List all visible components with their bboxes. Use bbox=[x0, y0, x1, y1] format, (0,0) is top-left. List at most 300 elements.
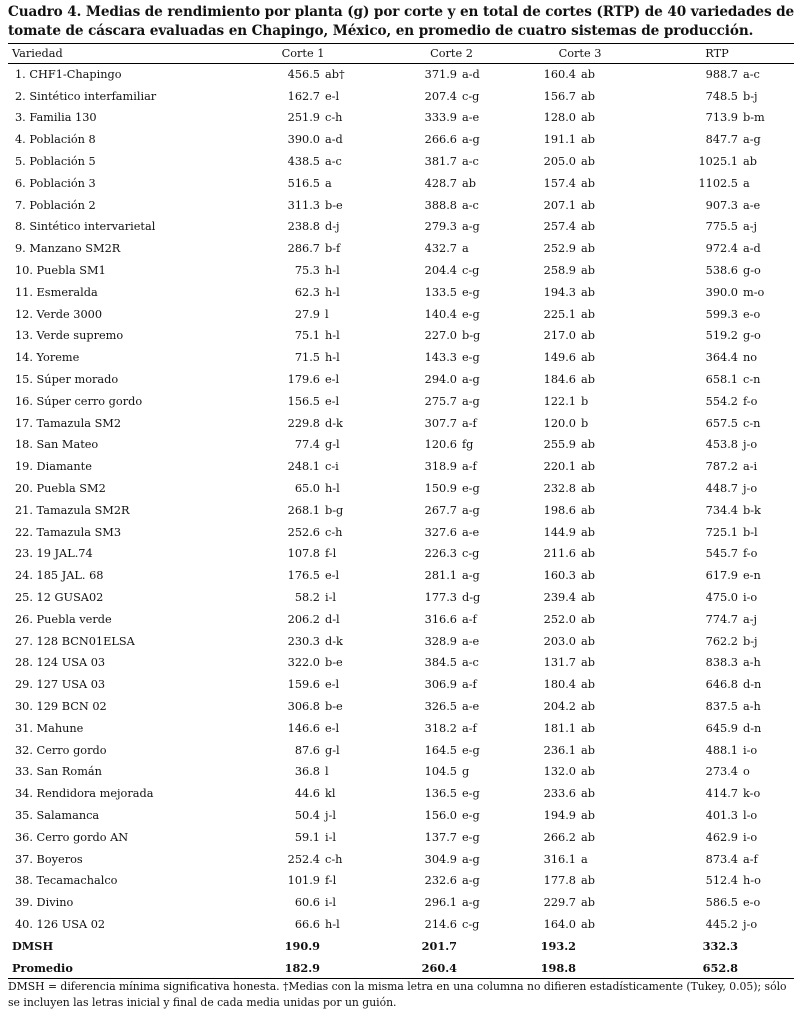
tukey-letters: i-o bbox=[743, 743, 758, 757]
tukey-letters: a-d bbox=[743, 242, 761, 256]
mean-value: 787.2 bbox=[705, 460, 738, 474]
mean-value: 101.9 bbox=[287, 874, 320, 888]
tukey-letters: h-l bbox=[325, 264, 340, 278]
mean-value: 1025.1 bbox=[698, 155, 738, 169]
table-row bbox=[8, 696, 794, 718]
table-row bbox=[8, 281, 794, 303]
tukey-letters: a-d bbox=[462, 68, 480, 82]
tukey-letters: g-l bbox=[325, 438, 340, 452]
mean-value: 646.8 bbox=[705, 678, 738, 692]
mean-value: 214.6 bbox=[424, 917, 457, 931]
table-row bbox=[8, 914, 794, 936]
table-row bbox=[8, 303, 794, 325]
mean-value: 156.0 bbox=[424, 808, 457, 822]
tukey-letters: a-c bbox=[462, 155, 479, 169]
tukey-letters: b-f bbox=[325, 242, 341, 256]
tukey-letters: b bbox=[581, 394, 589, 408]
tukey-letters: c-n bbox=[743, 416, 761, 430]
mean-value: 128.0 bbox=[543, 111, 576, 125]
tukey-letters: g-o bbox=[743, 264, 761, 278]
mean-value: 281.1 bbox=[424, 569, 457, 583]
mean-value: 322.0 bbox=[287, 656, 320, 670]
tukey-letters: a-h bbox=[743, 656, 761, 670]
mean-value: 448.7 bbox=[705, 482, 738, 496]
tukey-letters: d-n bbox=[743, 721, 762, 735]
mean-value: 267.7 bbox=[424, 503, 457, 517]
tukey-letters: a-h bbox=[743, 700, 761, 713]
table-row bbox=[8, 761, 794, 783]
tukey-letters: ab bbox=[581, 743, 595, 757]
tukey-letters: e-g bbox=[462, 787, 480, 801]
variety-name: 33. San Román bbox=[15, 765, 102, 779]
mean-value: 252.6 bbox=[287, 525, 320, 539]
tukey-letters: a-g bbox=[462, 394, 480, 408]
mean-value: 75.1 bbox=[294, 329, 320, 343]
variety-name: 28. 124 USA 03 bbox=[15, 656, 106, 670]
mean-value: 77.4 bbox=[294, 438, 320, 452]
mean-value: 71.5 bbox=[294, 351, 320, 365]
mean-value: 232.8 bbox=[543, 482, 576, 496]
tukey-letters: b-l bbox=[743, 525, 758, 539]
variety-name: 1. CHF1-Chapingo bbox=[15, 68, 122, 82]
tukey-letters: g-o bbox=[743, 329, 761, 343]
tukey-letters: j-o bbox=[743, 438, 758, 452]
tukey-letters: d-g bbox=[462, 591, 481, 605]
tukey-letters: ab bbox=[581, 612, 595, 626]
mean-value: 191.1 bbox=[543, 133, 576, 147]
tukey-letters: a bbox=[325, 176, 332, 190]
variety-name: 7. Población 2 bbox=[15, 198, 96, 212]
tukey-letters: b-j bbox=[743, 634, 758, 648]
table-row bbox=[8, 805, 794, 827]
tukey-letters: a-e bbox=[462, 525, 480, 539]
variety-name: 37. Boyeros bbox=[15, 852, 83, 866]
tukey-letters: ab bbox=[581, 830, 595, 844]
mean-value: 206.2 bbox=[287, 612, 320, 626]
variety-name: 25. 12 GUSA02 bbox=[15, 591, 104, 605]
mean-value: 159.6 bbox=[287, 678, 320, 692]
mean-value: 132.0 bbox=[543, 765, 576, 779]
variety-name: 2. Sintético interfamiliar bbox=[15, 89, 157, 103]
tukey-letters: a-f bbox=[462, 460, 477, 474]
table-row bbox=[8, 412, 794, 434]
yield-table bbox=[8, 43, 794, 979]
mean-value: 837.5 bbox=[705, 700, 738, 713]
tukey-letters: ab bbox=[581, 285, 595, 299]
mean-value: 251.9 bbox=[287, 111, 320, 125]
mean-value: 203.0 bbox=[543, 634, 576, 648]
tukey-letters: a-g bbox=[462, 569, 480, 583]
variety-name: 16. Súper cerro gordo bbox=[15, 394, 143, 408]
table-row bbox=[8, 717, 794, 739]
table-row bbox=[8, 64, 794, 86]
tukey-letters: c-h bbox=[325, 852, 343, 866]
mean-value: 318.2 bbox=[424, 721, 457, 735]
summary-value: 332.3 bbox=[702, 939, 738, 954]
tukey-letters: j-l bbox=[325, 808, 336, 822]
mean-value: 131.7 bbox=[543, 656, 576, 670]
mean-value: 198.6 bbox=[543, 503, 576, 517]
tukey-letters: b-m bbox=[743, 111, 765, 125]
mean-value: 133.5 bbox=[424, 285, 457, 299]
col-header-variedad: Variedad bbox=[8, 44, 223, 64]
tukey-letters: a-g bbox=[462, 133, 480, 147]
table-row bbox=[8, 369, 794, 391]
mean-value: 658.1 bbox=[705, 373, 738, 387]
tukey-letters: ab bbox=[743, 155, 757, 169]
table-row bbox=[8, 521, 794, 543]
tukey-letters: ab bbox=[581, 307, 595, 321]
tukey-letters: e-o bbox=[743, 896, 761, 910]
tukey-letters: ab bbox=[462, 176, 476, 190]
mean-value: 205.0 bbox=[543, 155, 576, 169]
mean-value: 104.5 bbox=[424, 765, 457, 779]
tukey-letters: d-n bbox=[743, 678, 762, 692]
mean-value: 275.7 bbox=[424, 394, 457, 408]
tukey-letters: ab bbox=[581, 765, 595, 779]
tukey-letters: ab bbox=[581, 525, 595, 539]
variety-name: 5. Población 5 bbox=[15, 155, 96, 169]
mean-value: 233.6 bbox=[543, 787, 576, 801]
mean-value: 304.9 bbox=[424, 852, 457, 866]
table-row bbox=[8, 652, 794, 674]
mean-value: 438.5 bbox=[287, 155, 320, 169]
mean-value: 306.8 bbox=[287, 700, 320, 713]
table-row bbox=[8, 347, 794, 369]
tukey-letters: a bbox=[581, 852, 588, 866]
summary-value: 193.2 bbox=[540, 939, 576, 954]
variety-name: 24. 185 JAL. 68 bbox=[15, 569, 104, 583]
mean-value: 62.3 bbox=[294, 285, 320, 299]
mean-value: 36.8 bbox=[294, 765, 320, 779]
table-row bbox=[8, 608, 794, 630]
mean-value: 475.0 bbox=[705, 591, 738, 605]
mean-value: 248.1 bbox=[287, 460, 320, 474]
tukey-letters: b-g bbox=[325, 503, 344, 517]
mean-value: 388.8 bbox=[424, 198, 457, 212]
mean-value: 318.9 bbox=[424, 460, 457, 474]
tukey-letters: b-e bbox=[325, 198, 343, 212]
variety-name: 40. 126 USA 02 bbox=[15, 917, 106, 931]
mean-value: 120.0 bbox=[543, 416, 576, 430]
mean-value: 273.4 bbox=[705, 765, 738, 779]
mean-value: 50.4 bbox=[294, 808, 320, 822]
mean-value: 164.0 bbox=[543, 917, 576, 931]
tukey-letters: e-g bbox=[462, 285, 480, 299]
variety-name: 22. Tamazula SM3 bbox=[15, 525, 122, 539]
tukey-letters: g bbox=[462, 765, 470, 779]
table-row bbox=[8, 826, 794, 848]
variety-name: 13. Verde supremo bbox=[15, 329, 124, 343]
tukey-letters: i-o bbox=[743, 591, 758, 605]
mean-value: 238.8 bbox=[287, 220, 320, 234]
mean-value: 432.7 bbox=[424, 242, 457, 256]
tukey-letters: ab bbox=[581, 634, 595, 648]
mean-value: 725.1 bbox=[705, 525, 738, 539]
mean-value: 204.4 bbox=[424, 264, 457, 278]
mean-value: 734.4 bbox=[705, 503, 738, 517]
tukey-letters: c-g bbox=[462, 89, 480, 103]
tukey-letters: b-g bbox=[462, 329, 481, 343]
tukey-letters: e-g bbox=[462, 808, 480, 822]
tukey-letters: a-f bbox=[743, 852, 758, 866]
mean-value: 179.6 bbox=[287, 373, 320, 387]
tukey-letters: c-h bbox=[325, 111, 343, 125]
table-footnote: DMSH = diferencia mínima significativa honesta. †Medias con la misma letra en una columna no difieren estadísticamente (Tukey, 0.05); sólo se incluyen las letras inicial y final de cada media unidas por un guión. bbox=[8, 980, 787, 1009]
table-row bbox=[8, 587, 794, 609]
mean-value: 286.7 bbox=[287, 242, 320, 256]
mean-value: 266.2 bbox=[543, 830, 576, 844]
mean-value: 775.5 bbox=[705, 220, 738, 234]
mean-value: 60.6 bbox=[294, 896, 320, 910]
tukey-letters: e-l bbox=[325, 721, 340, 735]
mean-value: 748.5 bbox=[705, 89, 738, 103]
variety-name: 14. Yoreme bbox=[15, 351, 80, 365]
mean-value: 554.2 bbox=[705, 394, 738, 408]
table-row bbox=[8, 151, 794, 173]
mean-value: 333.9 bbox=[424, 111, 457, 125]
table-row bbox=[8, 870, 794, 892]
mean-value: 160.3 bbox=[543, 569, 576, 583]
tukey-letters: a-d bbox=[325, 133, 343, 147]
col-header-rtp: RTP bbox=[640, 44, 794, 64]
tukey-letters: no bbox=[743, 351, 758, 365]
mean-value: 456.5 bbox=[287, 68, 320, 82]
mean-value: 538.6 bbox=[705, 264, 738, 278]
variety-name: 32. Cerro gordo bbox=[15, 743, 107, 757]
tukey-letters: h-l bbox=[325, 329, 340, 343]
mean-value: 1102.5 bbox=[698, 176, 738, 190]
summary-value: 652.8 bbox=[702, 960, 738, 975]
tukey-letters: a-i bbox=[743, 460, 758, 474]
mean-value: 227.0 bbox=[424, 329, 457, 343]
table-row bbox=[8, 129, 794, 151]
mean-value: 401.3 bbox=[705, 808, 738, 822]
tukey-letters: c-g bbox=[462, 547, 480, 561]
variety-name: 26. Puebla verde bbox=[15, 612, 112, 626]
mean-value: 328.9 bbox=[424, 634, 457, 648]
mean-value: 156.5 bbox=[287, 394, 320, 408]
mean-value: 713.9 bbox=[705, 111, 738, 125]
variety-name: 31. Mahune bbox=[15, 721, 84, 735]
mean-value: 296.1 bbox=[424, 896, 457, 910]
variety-name: 11. Esmeralda bbox=[15, 285, 98, 299]
tukey-letters: b bbox=[581, 416, 589, 430]
col-header-corte3: Corte 3 bbox=[520, 44, 640, 64]
tukey-letters: d-j bbox=[325, 220, 340, 234]
mean-value: 414.7 bbox=[705, 787, 738, 801]
tukey-letters: h-l bbox=[325, 482, 340, 496]
tukey-letters: c-h bbox=[325, 525, 343, 539]
mean-value: 66.6 bbox=[294, 917, 320, 931]
summary-value: 198.8 bbox=[540, 960, 576, 975]
tukey-letters: l-o bbox=[743, 808, 758, 822]
mean-value: 146.6 bbox=[287, 721, 320, 735]
mean-value: 239.4 bbox=[543, 591, 576, 605]
table-row bbox=[8, 739, 794, 761]
table-row bbox=[8, 325, 794, 347]
variety-name: 9. Manzano SM2R bbox=[15, 242, 121, 256]
tukey-letters: i-l bbox=[325, 896, 337, 910]
variety-name: 38. Tecamachalco bbox=[15, 874, 118, 888]
mean-value: 307.7 bbox=[424, 416, 457, 430]
mean-value: 226.3 bbox=[424, 547, 457, 561]
mean-value: 122.1 bbox=[543, 394, 576, 408]
table-row bbox=[8, 456, 794, 478]
tukey-letters: a-f bbox=[462, 721, 477, 735]
table-row bbox=[8, 85, 794, 107]
table-row bbox=[8, 499, 794, 521]
mean-value: 390.0 bbox=[705, 285, 738, 299]
mean-value: 236.1 bbox=[543, 743, 576, 757]
table-row bbox=[8, 194, 794, 216]
summary-value: 182.9 bbox=[284, 960, 320, 975]
tukey-letters: ab bbox=[581, 721, 595, 735]
tukey-letters: i-l bbox=[325, 591, 337, 605]
tukey-letters: e-l bbox=[325, 373, 340, 387]
mean-value: 873.4 bbox=[705, 852, 738, 866]
tukey-letters: e-l bbox=[325, 569, 340, 583]
tukey-letters: ab bbox=[581, 133, 595, 147]
tukey-letters: ab bbox=[581, 329, 595, 343]
tukey-letters: f-o bbox=[743, 394, 758, 408]
mean-value: 65.0 bbox=[294, 482, 320, 496]
variety-name: 36. Cerro gordo AN bbox=[15, 830, 129, 844]
variety-name: 34. Rendidora mejorada bbox=[15, 787, 154, 801]
mean-value: 257.4 bbox=[543, 220, 576, 234]
mean-value: 217.0 bbox=[543, 329, 576, 343]
tukey-letters: l bbox=[325, 765, 329, 779]
tukey-letters: k-o bbox=[743, 787, 761, 801]
tukey-letters: a-c bbox=[462, 198, 479, 212]
tukey-letters: fg bbox=[462, 438, 474, 452]
tukey-letters: e-l bbox=[325, 89, 340, 103]
variety-name: 6. Población 3 bbox=[15, 176, 96, 190]
mean-value: 512.4 bbox=[705, 874, 738, 888]
tukey-letters: a-j bbox=[743, 220, 758, 234]
tukey-letters: ab bbox=[581, 373, 595, 387]
table-row bbox=[8, 783, 794, 805]
tukey-letters: d-k bbox=[325, 416, 343, 430]
mean-value: 252.4 bbox=[287, 852, 320, 866]
mean-value: 232.6 bbox=[424, 874, 457, 888]
mean-value: 268.1 bbox=[287, 503, 320, 517]
tukey-letters: g-l bbox=[325, 743, 340, 757]
table-row bbox=[8, 892, 794, 914]
mean-value: 156.7 bbox=[543, 89, 576, 103]
table-row bbox=[8, 630, 794, 652]
tukey-letters: ab† bbox=[325, 68, 345, 82]
mean-value: 445.2 bbox=[705, 917, 738, 931]
tukey-letters: c-i bbox=[325, 460, 339, 474]
table-caption: Cuadro 4. Medias de rendimiento por planta (g) por corte y en total de cortes (RTP) de 40 variedades de tomate de cáscara evaluadas en Chapingo, México, en promedio de cuatro sistemas de producción. bbox=[8, 4, 795, 39]
mean-value: 988.7 bbox=[705, 68, 738, 82]
mean-value: 774.7 bbox=[705, 612, 738, 626]
mean-value: 194.9 bbox=[543, 808, 576, 822]
tukey-letters: i-l bbox=[325, 830, 337, 844]
tukey-letters: e-g bbox=[462, 743, 480, 757]
mean-value: 204.2 bbox=[543, 700, 576, 713]
tukey-letters: ab bbox=[581, 460, 595, 474]
mean-value: 180.4 bbox=[543, 678, 576, 692]
mean-value: 207.1 bbox=[543, 198, 576, 212]
header-row bbox=[8, 44, 794, 64]
mean-value: 316.6 bbox=[424, 612, 457, 626]
mean-value: 326.5 bbox=[424, 700, 457, 713]
variety-name: 21. Tamazula SM2R bbox=[15, 503, 130, 517]
tukey-letters: ab bbox=[581, 569, 595, 583]
mean-value: 211.6 bbox=[543, 547, 576, 561]
summary-label: DMSH bbox=[12, 939, 54, 954]
mean-value: 453.8 bbox=[705, 438, 738, 452]
tukey-letters: a-j bbox=[743, 612, 758, 626]
tukey-letters: e-g bbox=[462, 482, 480, 496]
tukey-letters: ab bbox=[581, 874, 595, 888]
mean-value: 266.6 bbox=[424, 133, 457, 147]
variety-name: 30. 129 BCN 02 bbox=[15, 700, 107, 713]
tukey-letters: ab bbox=[581, 917, 595, 931]
mean-value: 847.7 bbox=[705, 133, 738, 147]
tukey-letters: a-g bbox=[462, 503, 480, 517]
tukey-letters: o bbox=[743, 765, 750, 779]
mean-value: 27.9 bbox=[294, 307, 320, 321]
tukey-letters: ab bbox=[581, 896, 595, 910]
tukey-letters: e-g bbox=[462, 307, 480, 321]
mean-value: 177.3 bbox=[424, 591, 457, 605]
tukey-letters: ab bbox=[581, 438, 595, 452]
variety-name: 35. Salamanca bbox=[15, 808, 100, 822]
mean-value: 59.1 bbox=[294, 830, 320, 844]
table-row bbox=[8, 216, 794, 238]
table-body bbox=[8, 64, 794, 936]
tukey-letters: l bbox=[325, 307, 329, 321]
mean-value: 279.3 bbox=[424, 220, 457, 234]
tukey-letters: ab bbox=[581, 351, 595, 365]
tukey-letters: ab bbox=[581, 220, 595, 234]
mean-value: 220.1 bbox=[543, 460, 576, 474]
tukey-letters: ab bbox=[581, 591, 595, 605]
variety-name: 19. Diamante bbox=[15, 460, 92, 474]
tukey-letters: i-o bbox=[743, 830, 758, 844]
mean-value: 162.7 bbox=[287, 89, 320, 103]
table-row bbox=[8, 478, 794, 500]
mean-value: 390.0 bbox=[287, 133, 320, 147]
tukey-letters: f-l bbox=[325, 874, 337, 888]
variety-name: 29. 127 USA 03 bbox=[15, 678, 106, 692]
variety-name: 23. 19 JAL.74 bbox=[15, 547, 93, 561]
mean-value: 907.3 bbox=[705, 198, 738, 212]
col-header-corte2: Corte 2 bbox=[383, 44, 520, 64]
variety-name: 20. Puebla SM2 bbox=[15, 482, 106, 496]
tukey-letters: ab bbox=[581, 656, 595, 670]
tukey-letters: a-e bbox=[743, 198, 761, 212]
tukey-letters: ab bbox=[581, 264, 595, 278]
mean-value: 316.1 bbox=[543, 852, 576, 866]
tukey-letters: a-g bbox=[462, 220, 480, 234]
mean-value: 311.3 bbox=[287, 198, 320, 212]
mean-value: 44.6 bbox=[294, 787, 320, 801]
table-row bbox=[8, 543, 794, 565]
tukey-letters: ab bbox=[581, 176, 595, 190]
mean-value: 258.9 bbox=[543, 264, 576, 278]
tukey-letters: ab bbox=[581, 89, 595, 103]
tukey-letters: e-g bbox=[462, 830, 480, 844]
mean-value: 294.0 bbox=[424, 373, 457, 387]
variety-name: 27. 128 BCN01ELSA bbox=[15, 634, 135, 648]
tukey-letters: b-e bbox=[325, 656, 343, 670]
tukey-letters: a bbox=[743, 176, 750, 190]
summary-label: Promedio bbox=[8, 957, 223, 979]
